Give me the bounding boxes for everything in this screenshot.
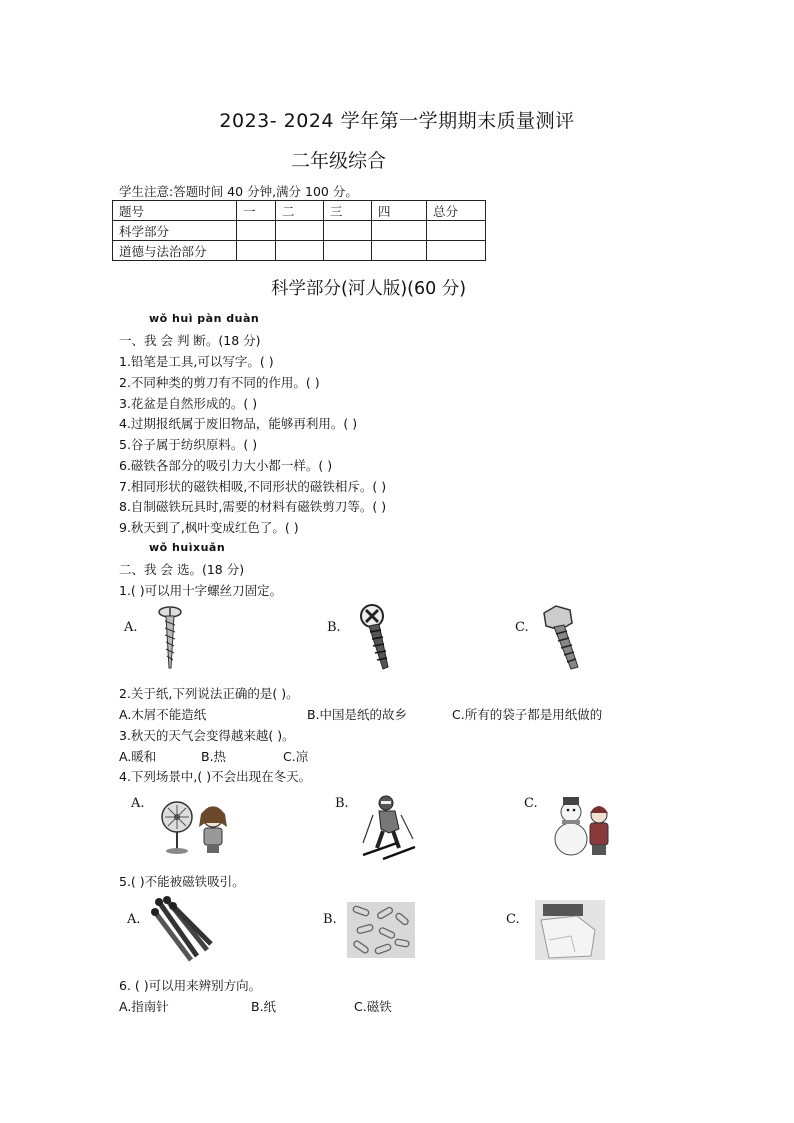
option-label: A. [127, 912, 141, 927]
score-cell[interactable] [276, 241, 324, 261]
table-header-cell: 总分 [427, 201, 486, 221]
science-section-title: 科学部分(河人版)(60 分) [271, 279, 467, 299]
table-header-row [113, 201, 486, 221]
skier-icon [359, 793, 421, 861]
option-text: B.中国是纸的故乡 [307, 707, 408, 722]
question-item: 8.自制磁铁玩具时,需要的材料有磁铁剪刀等。( ) [119, 499, 387, 514]
option-text: A.暖和 [119, 749, 157, 764]
score-cell[interactable] [372, 221, 427, 241]
option-text: C.所有的袋子都是用纸做的 [452, 707, 603, 722]
question-item: 4.过期报纸属于废旧物品，能够再利用。( ) [119, 416, 358, 431]
part2-heading: 二、我 会 选。(18 分) [119, 562, 245, 577]
iron-screws-icon [151, 896, 215, 964]
snowman-kid-icon [547, 795, 617, 859]
question-item: 1.( )可以用十字螺丝刀固定。 [119, 583, 283, 598]
table-header-cell: 一 [237, 201, 276, 221]
option-text: C.磁铁 [354, 999, 392, 1014]
question-item: 2.关于纸,下列说法正确的是( )。 [119, 686, 299, 701]
exam-title: 2023- 2024 学年第一学期期末质量测评 [219, 110, 575, 132]
pinyin-annotation: wǒ huì pàn duàn [149, 312, 260, 325]
option-label: B. [323, 912, 337, 927]
table-row-label: 道德与法治部分 [113, 241, 237, 261]
score-table [112, 200, 486, 261]
exam-subtitle: 二年级综合 [291, 150, 387, 172]
electric-fan-girl-icon [157, 797, 237, 857]
option-label: B. [327, 620, 341, 635]
option-text: A.指南针 [119, 999, 169, 1014]
table-row [113, 241, 486, 261]
question-item: 4.下列场景中,( )不会出现在冬天。 [119, 769, 312, 784]
score-cell[interactable] [324, 241, 372, 261]
option-label: B. [335, 796, 349, 811]
question-item: 6. ( )可以用来辨别方向。 [119, 978, 262, 993]
question-item: 2.不同种类的剪刀有不同的作用。( ) [119, 375, 320, 390]
question-item: 9.秋天到了,枫叶变成红色了。( ) [119, 520, 299, 535]
question-item: 5.( )不能被磁铁吸引。 [119, 874, 245, 889]
hex-bolt-icon [538, 603, 588, 673]
table-row-label: 科学部分 [113, 221, 237, 241]
score-cell[interactable] [237, 241, 276, 261]
question-item: 7.相同形状的磁铁相吸,不同形状的磁铁相斥。( ) [119, 479, 387, 494]
question-item: 1.铅笔是工具,可以写字。( ) [119, 354, 274, 369]
paper-clips-icon [347, 902, 415, 958]
part1-heading: 一、我 会 判 断。(18 分) [119, 333, 261, 348]
option-label: C. [524, 796, 538, 811]
option-text: B.热 [201, 749, 227, 764]
score-cell[interactable] [427, 221, 486, 241]
option-label: C. [506, 912, 520, 927]
student-notice: 学生注意:答题时间 40 分钟,满分 100 分。 [119, 184, 358, 199]
plastic-item-icon [535, 900, 605, 960]
table-header-cell: 四 [372, 201, 427, 221]
option-text: B.纸 [251, 999, 277, 1014]
question-item: 5.谷子属于纺织原料。( ) [119, 437, 258, 452]
table-row [113, 221, 486, 241]
option-label: A. [131, 796, 145, 811]
pinyin-annotation: wǒ huìxuǎn [149, 541, 226, 554]
option-text: A.木屑不能造纸 [119, 707, 207, 722]
option-label: A. [124, 620, 138, 635]
option-text: C.凉 [283, 749, 309, 764]
score-cell[interactable] [427, 241, 486, 261]
score-cell[interactable] [276, 221, 324, 241]
question-item: 6.磁铁各部分的吸引力大小都一样。( ) [119, 458, 333, 473]
question-item: 3.秋天的天气会变得越来越( )。 [119, 728, 295, 743]
wood-screw-icon [150, 605, 190, 671]
table-header-cell: 题号 [113, 201, 237, 221]
question-item: 3.花盆是自然形成的。( ) [119, 396, 258, 411]
score-cell[interactable] [324, 221, 372, 241]
option-label: C. [515, 620, 529, 635]
table-header-cell: 二 [276, 201, 324, 221]
table-header-cell: 三 [324, 201, 372, 221]
score-cell[interactable] [237, 221, 276, 241]
score-cell[interactable] [372, 241, 427, 261]
cross-head-screw-icon [352, 603, 398, 673]
